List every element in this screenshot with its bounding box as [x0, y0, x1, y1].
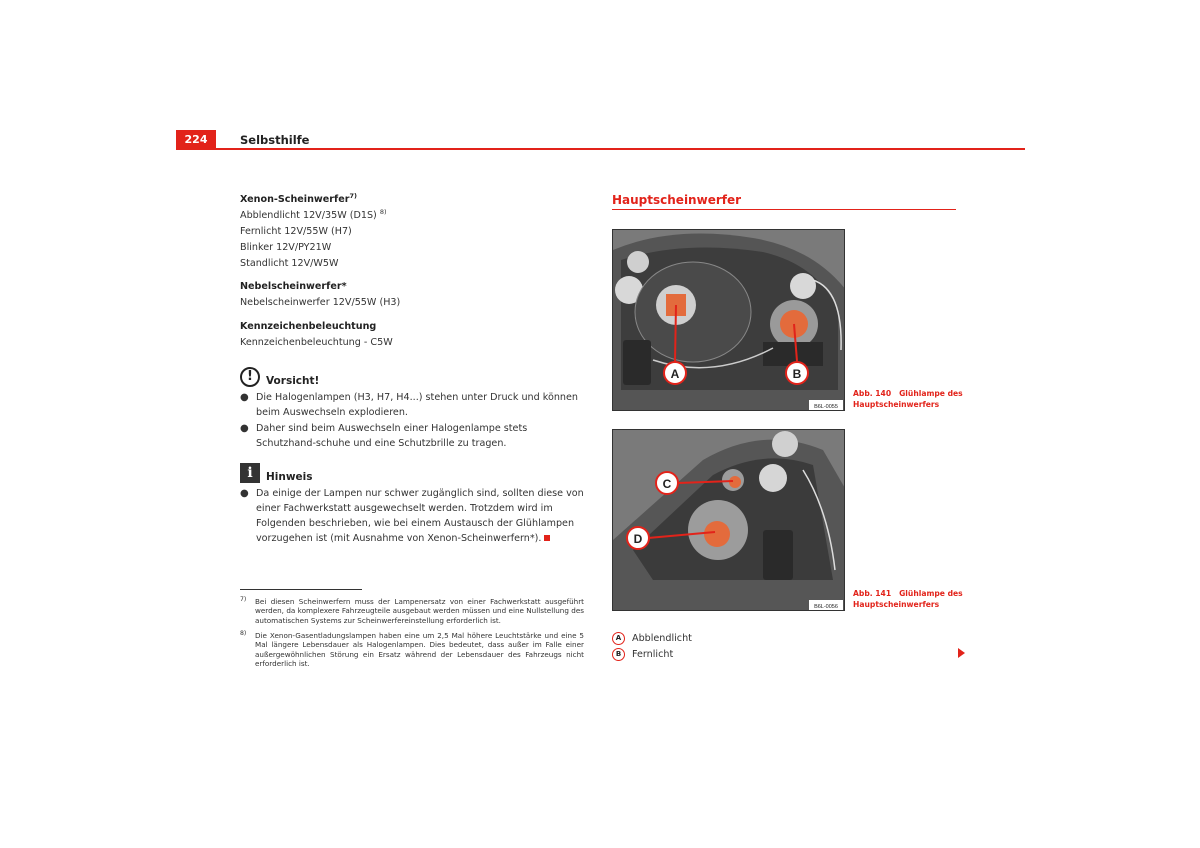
right-rule [612, 209, 956, 210]
figure-141 [612, 429, 845, 611]
svg-text:B6L-0056: B6L-0056 [814, 604, 838, 610]
legend-item-a: A Abblendlicht [612, 632, 692, 645]
figure-140 [612, 229, 845, 411]
note-title: Hinweis [266, 471, 313, 483]
note-box [240, 463, 585, 546]
svg-text:B6L-0055: B6L-0055 [814, 404, 838, 410]
svg-text:A: A [670, 367, 680, 381]
xenon-item-indicator: Blinker 12V/PY21W [240, 242, 332, 253]
xenon-item-low-beam: Abblendlicht 12V/35W (D1S) $^{8)}$ [240, 207, 387, 221]
caution-box [240, 367, 585, 451]
right-heading: Hauptscheinwerfer [612, 193, 742, 207]
note-bullet: ● Da einige der Lampen nur schwer zugänglich sind, sollten diese von einer Fachwerkstatt ausgewechselt werden. Trotzdem wird im Folgenden beschrieben, wie bei einem Austausch der Glühlampen vorzugehen ist (mit Ausnahme von Xenon-Scheinwerfern*). [240, 488, 584, 544]
fog-title: Nebelscheinwerfer* [240, 281, 347, 292]
next-page-arrow-icon[interactable] [958, 648, 965, 658]
plate-title: Kennzeichenbeleuchtung [240, 321, 377, 332]
section-title: Selbsthilfe [240, 133, 310, 147]
fog-item: Nebelscheinwerfer 12V/55W (H3) [240, 297, 401, 308]
footnote-rule [240, 589, 362, 590]
page-number: 224 [176, 130, 216, 149]
xenon-item-parking-light: Standlicht 12V/W5W [240, 258, 339, 269]
header-rule [176, 148, 1025, 150]
headlamp-illustration-1 [613, 230, 845, 411]
svg-text:D: D [633, 532, 643, 546]
plate-item: Kennzeichenbeleuchtung - C5W [240, 337, 393, 348]
caution-bullet: ● Die Halogenlampen (H3, H7, H4...) stehen unter Druck und können beim Auswechseln explodieren. [240, 392, 578, 418]
end-marker-icon [544, 535, 550, 541]
caution-title: Vorsicht! [266, 375, 320, 387]
footnote-8: 8) Die Xenon-Gasentladungslampen haben eine um 2,5 Mal höhere Leuchtstärke und eine 5 Mal längere Lebensdauer als Halogenlampen. Dies bedeutet, dass außer im Falle einer außergewöhnlichen Störung ein Ersatz während der Lebensdauer des Fahrzeugs nicht erforderlich ist. [240, 630, 584, 669]
svg-text:B: B [792, 367, 802, 381]
xenon-item-high-beam: Fernlicht 12V/55W (H7) [240, 226, 352, 237]
legend-item-b: B Fernlicht [612, 648, 673, 661]
caution-bullet: ● Daher sind beim Auswechseln einer Halogenlampe stets Schutzhand-schuhe und eine Schutzbrille zu tragen. [240, 423, 528, 449]
caption-141: Abb. 141 Glühlampe des Hauptscheinwerfers [853, 589, 963, 609]
caption-140: Abb. 140 Glühlampe des Hauptscheinwerfers [853, 389, 963, 409]
svg-text:C: C [662, 477, 672, 491]
headlamp-illustration-2 [613, 430, 845, 611]
info-icon: i [240, 463, 260, 483]
footnote-7: 7) Bei diesen Scheinwerfern muss der Lampenersatz von einer Fachwerkstatt ausgeführt werden, da komplexere Fahrzeugteile ausgebaut werden müssen und eine Nullstellung des automatischen Systems zur Scheinwerfereinstellung erforderlich ist. [240, 596, 584, 625]
warning-icon: ! [240, 367, 260, 387]
xenon-title: Xenon-Scheinwerfer$^{7)}$ [240, 191, 357, 205]
